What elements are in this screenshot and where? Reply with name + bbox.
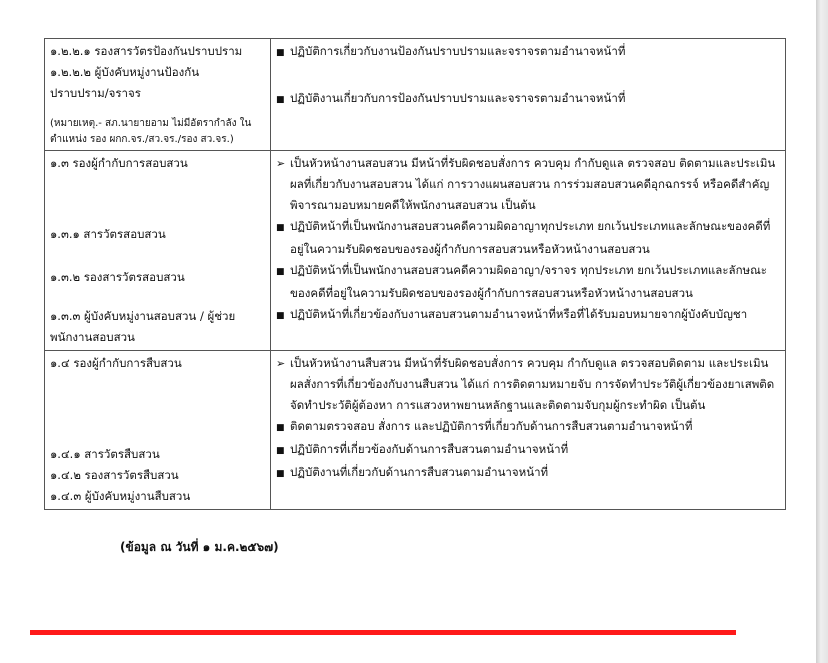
duty-cell [271, 351, 786, 510]
role-cell [45, 151, 271, 351]
duty-item [276, 353, 779, 416]
remark-line: (หมายเหตุ.- สภ.นายายอาม ไม่มีอัตรากำลัง ใน [50, 118, 252, 129]
role-label: ๑.๓.๒ รองสารวัตรสอบสวน [50, 270, 185, 284]
role-label: ๑.๔.๓ ผู้บังคับหมู่งานสืบสวน [50, 489, 191, 503]
duty-item [276, 260, 779, 304]
role-label: ๑.๓.๑ สารวัตรสอบสวน [50, 227, 166, 241]
role-label: ๑.๔ รองผู้กำกับการสืบสวน [50, 356, 182, 370]
role-label: ๑.๒.๒.๒ ผู้บังคับหมู่งานป้องกัน [50, 65, 200, 79]
table-row [45, 151, 786, 351]
square-bullet-icon: ■ [276, 95, 285, 105]
duty-item [276, 88, 779, 111]
duty-text: ปฏิบัติงานที่เกี่ยวกับด้านการสืบสวนตามอำนาจหน้าที่ [290, 465, 549, 479]
role-label: ๑.๔.๒ รองสารวัตรสืบสวน [50, 468, 179, 482]
duties-table [44, 38, 786, 510]
duty-text: ปฏิบัติหน้าที่เกี่ยวข้องกับงานสอบสวนตามอำนาจหน้าที่หรือที่ได้รับมอบหมายจากผู้บังคับบัญชา [290, 307, 748, 321]
role-label: ปราบปราม/จราจร [50, 86, 141, 100]
duty-text: เป็นหัวหน้างานสอบสวน มีหน้าที่รับผิดชอบสั่งการ ควบคุม กำกับดูแล ตรวจสอบ ติดตามและประเมินผลที่เกี่ยวกับงานสอบสวน ได้แก่ การวางแผนสอบสวน การร่วมสอบสวนคดีอุกฉกรรจ์ หรือคดีสำคัญ พิจารณามอบหมายคดีให้พนักงานสอบสวน เป็นต้น [290, 156, 776, 212]
table-row [45, 39, 786, 151]
duty-item [276, 416, 779, 439]
role-cell [45, 39, 271, 151]
duty-text: ติดตามตรวจสอบ สั่งการ และปฏิบัติการที่เกี่ยวกับด้านการสืบสวนตามอำนาจหน้าที่ [290, 419, 693, 433]
square-bullet-icon: ■ [276, 267, 285, 277]
duty-item [276, 41, 779, 64]
arrow-bullet-icon: ➢ [276, 157, 286, 170]
role-label: พนักงานสอบสวน [50, 330, 135, 344]
duty-text: ปฏิบัติการที่เกี่ยวข้องกับด้านการสืบสวนตามอำนาจหน้าที่ [290, 442, 569, 456]
duty-item [276, 304, 779, 327]
data-date-footnote: (ข้อมูล ณ วันที่ ๑ ม.ค.๒๕๖๗) [120, 540, 279, 554]
duty-text: ปฏิบัติหน้าที่เป็นพนักงานสอบสวนคดีความผิดอาญาทุกประเภท ยกเว้นประเภทและลักษณะของคดีที่อยู่ในความรับผิดชอบของรองผู้กำกับการสอบสวนหรือหัวหน้างานสอบสวน [290, 219, 771, 256]
page-edge-shadow [816, 0, 828, 663]
duty-cell [271, 39, 786, 151]
square-bullet-icon: ■ [276, 311, 285, 321]
role-label: ๑.๓ รองผู้กำกับการสอบสวน [50, 156, 188, 170]
role-label: ๑.๒.๒.๑ รองสารวัตรป้องกันปราบปราม [50, 44, 243, 58]
duty-item [276, 216, 779, 260]
duty-item [276, 462, 779, 485]
arrow-bullet-icon: ➢ [276, 357, 286, 370]
role-label: ๑.๔.๑ สารวัตรสืบสวน [50, 447, 160, 461]
duty-item [276, 439, 779, 462]
duty-cell [271, 151, 786, 351]
role-cell [45, 351, 271, 510]
role-label: ๑.๓.๓ ผู้บังคับหมู่งานสอบสวน / ผู้ช่วย [50, 309, 236, 323]
square-bullet-icon: ■ [276, 446, 285, 456]
red-divider-line [30, 630, 736, 635]
duty-text: เป็นหัวหน้างานสืบสวน มีหน้าที่รับผิดชอบสั่งการ ควบคุม กำกับดูแล ตรวจสอบติดตาม และประเมินผลสั่งการที่เกี่ยวข้องกับงานสืบสวน ได้แก่ การติดตามหมายจับ การจัดทำประวัติผู้เกี่ยวข้องยาเสพติด จัดทำประวัติผู้ต้องหา การแสวงหาพยานหลักฐานและติดตามจับกุมผู้กระทำผิด เป็นต้น [290, 356, 775, 412]
duty-text: ปฏิบัติการเกี่ยวกับงานป้องกันปราบปรามและจราจรตามอำนาจหน้าที่ [290, 44, 626, 58]
remark-note [50, 116, 264, 148]
square-bullet-icon: ■ [276, 423, 285, 433]
table-row [45, 351, 786, 510]
remark-line: ตำแหน่ง รอง ผกก.จร./สว.จร./รอง สว.จร.) [50, 134, 234, 145]
duty-text: ปฏิบัติหน้าที่เป็นพนักงานสอบสวนคดีความผิดอาญา/จราจร ทุกประเภท ยกเว้นประเภทและลักษณะของคดีที่อยู่ในความรับผิดชอบของรองผู้กำกับการสอบสวนหรือหัวหน้างานสอบสวน [290, 263, 767, 300]
duty-text: ปฏิบัติงานเกี่ยวกับการป้องกันปราบปรามและจราจรตามอำนาจหน้าที่ [290, 91, 626, 105]
duty-item [276, 153, 779, 216]
square-bullet-icon: ■ [276, 469, 285, 479]
square-bullet-icon: ■ [276, 223, 285, 233]
square-bullet-icon: ■ [276, 48, 285, 58]
